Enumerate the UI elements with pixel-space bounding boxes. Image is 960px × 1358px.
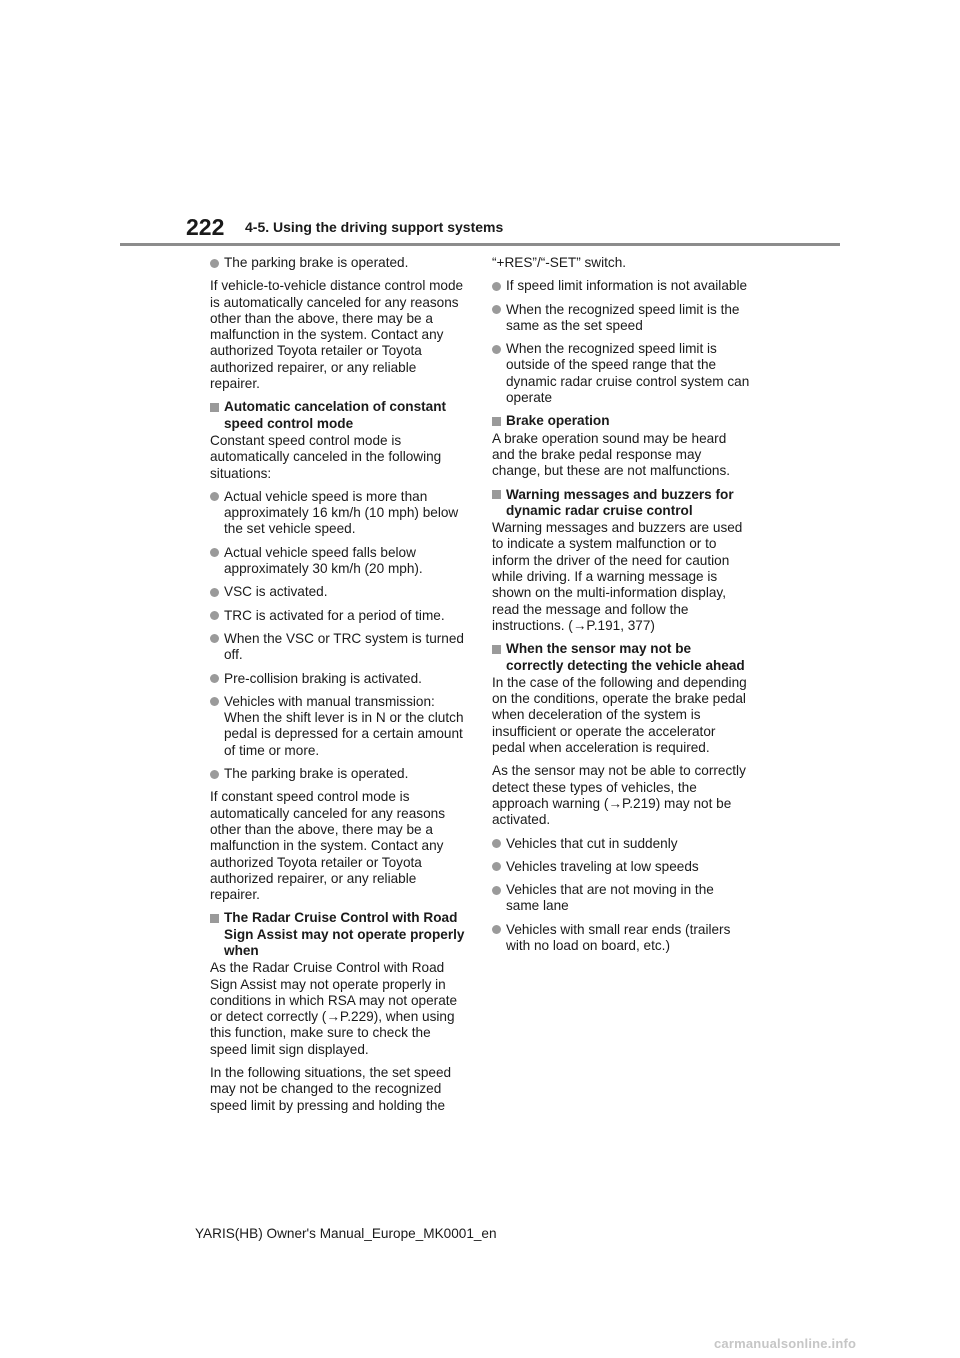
watermark: carmanualsonline.info (714, 1336, 857, 1351)
subsection-heading (210, 910, 468, 959)
paragraph (210, 960, 468, 1058)
paragraph-text: In the case of the following and depending on the conditions, operate the brake pedal when deceleration of the system is insufficient or operate the accelerator pedal when acceleration is required. (492, 674, 747, 756)
bullet-text: Actual vehicle speed falls below approximately 30 km/h (20 mph). (224, 544, 423, 577)
bullet-text: The parking brake is operated. (224, 255, 409, 270)
bullet-item (492, 882, 750, 915)
square-marker-icon (210, 403, 219, 412)
heading-text: Warning messages and buzzers for dynamic radar cruise control (506, 486, 734, 518)
bullet-dot-icon (210, 770, 219, 779)
bullet-item (492, 302, 750, 335)
bullet-item (210, 694, 468, 759)
paragraph (210, 278, 468, 392)
bullet-text: Pre-collision braking is activated. (224, 670, 422, 686)
bullet-text: If speed limit information is not available (506, 278, 748, 294)
bullet-dot-icon (492, 305, 501, 314)
bullet-item (492, 341, 750, 406)
bullet-text: Vehicles that are not moving in the same lane (506, 882, 714, 914)
paragraph-text: If vehicle-to-vehicle distance control mode is automatically canceled for any reasons other than the above, there may be a malfunction in the system. Contact any authorized Toyota retailer or Toyota authorized repairer, or any reliable repairer. (210, 278, 464, 392)
paragraph (492, 431, 750, 480)
bullet-text: The parking brake is operated. (224, 766, 409, 782)
paragraph-text: If constant speed control mode is automatically canceled for any reasons other than the above, there may be a malfunction in the system. Contact any authorized Toyota retailer or Toyota authorized repairer, or any reliable repairer. (210, 789, 445, 903)
paragraph-text: A brake operation sound may be heard and the brake pedal response may change, but these are not malfunctions. (492, 430, 731, 479)
bullet-dot-icon (210, 674, 219, 683)
bullet-item (492, 859, 750, 875)
bullet-item (210, 489, 468, 538)
square-marker-icon (210, 914, 219, 923)
bullet-dot-icon (492, 862, 501, 871)
bullet-dot-icon (210, 634, 219, 643)
bullet-text: Vehicles with small rear ends (trailers with no load on board, etc.) (506, 921, 731, 953)
bullet-text: TRC is activated for a period of time. (224, 607, 445, 623)
right-column (492, 255, 750, 961)
square-marker-icon (492, 490, 501, 499)
paragraph-text: “+RES”/“-SET” switch. (492, 255, 627, 270)
bullet-item (210, 608, 468, 624)
bullet-dot-icon (210, 611, 219, 620)
bullet-dot-icon (210, 259, 219, 268)
bullet-dot-icon (492, 925, 501, 934)
paragraph (210, 789, 468, 903)
paragraph (492, 520, 750, 634)
subsection-heading (210, 399, 468, 432)
section-title: 4-5. Using the driving support systems (245, 219, 504, 235)
bullet-text: Vehicles traveling at low speeds (506, 858, 699, 874)
bullet-text: Actual vehicle speed is more than approximately 16 km/h (10 mph) below the set vehicle speed. (224, 488, 459, 537)
subsection-heading (492, 487, 750, 520)
bullet-dot-icon (492, 345, 501, 354)
paragraph (492, 255, 750, 271)
bullet-item (210, 545, 468, 578)
footer-manual-id: YARIS(HB) Owner's Manual_Europe_MK0001_en (195, 1226, 497, 1241)
bullet-dot-icon (492, 839, 501, 848)
heading-text: The Radar Cruise Control with Road Sign Assist may not operate properly when (224, 910, 465, 958)
paragraph (492, 675, 750, 756)
bullet-text: When the recognized speed limit is the same as the set speed (506, 301, 740, 333)
bullet-item (492, 278, 750, 294)
heading-text: Automatic cancelation of constant speed control mode (224, 399, 447, 431)
bullet-dot-icon (210, 548, 219, 557)
page-header (0, 0, 960, 250)
paragraph (492, 763, 750, 828)
header-divider (120, 243, 840, 246)
bullet-dot-icon (492, 282, 501, 291)
bullet-text: Vehicles that cut in suddenly (506, 835, 678, 851)
square-marker-icon (492, 645, 501, 654)
bullet-dot-icon (210, 588, 219, 597)
paragraph-text: In the following situations, the set speed may not be changed to the recognized speed limit by pressing and holding the (210, 1065, 452, 1113)
bullet-dot-icon (492, 886, 501, 895)
bullet-item (492, 836, 750, 852)
bullet-item (210, 671, 468, 687)
paragraph-text: Warning messages and buzzers are used to indicate a system malfunction or to inform the driver of the need for caution while driving. If a warning message is shown on the multi-information display, read the message and follow the instructions. (→P.191, 377) (492, 520, 743, 633)
subsection-heading (492, 641, 750, 674)
bullet-text: VSC is activated. (224, 584, 328, 600)
page-number: 222 (186, 214, 225, 240)
bullet-item (210, 766, 468, 782)
heading-text: Brake operation (506, 413, 610, 429)
paragraph (210, 1065, 468, 1114)
paragraph-text: As the Radar Cruise Control with Road Sign Assist may not operate properly in conditions in which RSA may not operate or detect correctly (→P.229), when using this function, make sure to check the speed limit sign displayed. (210, 960, 458, 1057)
bullet-text: When the recognized speed limit is outside of the speed range that the dynamic radar cruise control system can operate (506, 341, 750, 406)
bullet-item (492, 922, 750, 955)
paragraph (210, 433, 468, 482)
bullet-text: Vehicles with manual transmission: When the shift lever is in N or the clutch pedal is depressed for a certain amount of time or more. (224, 693, 464, 758)
heading-text: When the sensor may not be correctly detecting the vehicle ahead (506, 641, 745, 673)
bullet-item (210, 255, 468, 271)
paragraph-text: As the sensor may not be able to correctly detect these types of vehicles, the approach warning (→P.219) may not be activated. (492, 763, 746, 828)
bullet-item (210, 584, 468, 600)
bullet-dot-icon (210, 492, 219, 501)
bullet-item (210, 631, 468, 664)
bullet-text: When the VSC or TRC system is turned off. (224, 630, 464, 663)
square-marker-icon (492, 417, 501, 426)
subsection-heading (492, 413, 750, 429)
left-column (210, 255, 468, 1121)
paragraph-text: Constant speed control mode is automatically canceled in the following situations: (210, 432, 442, 481)
bullet-dot-icon (210, 697, 219, 706)
